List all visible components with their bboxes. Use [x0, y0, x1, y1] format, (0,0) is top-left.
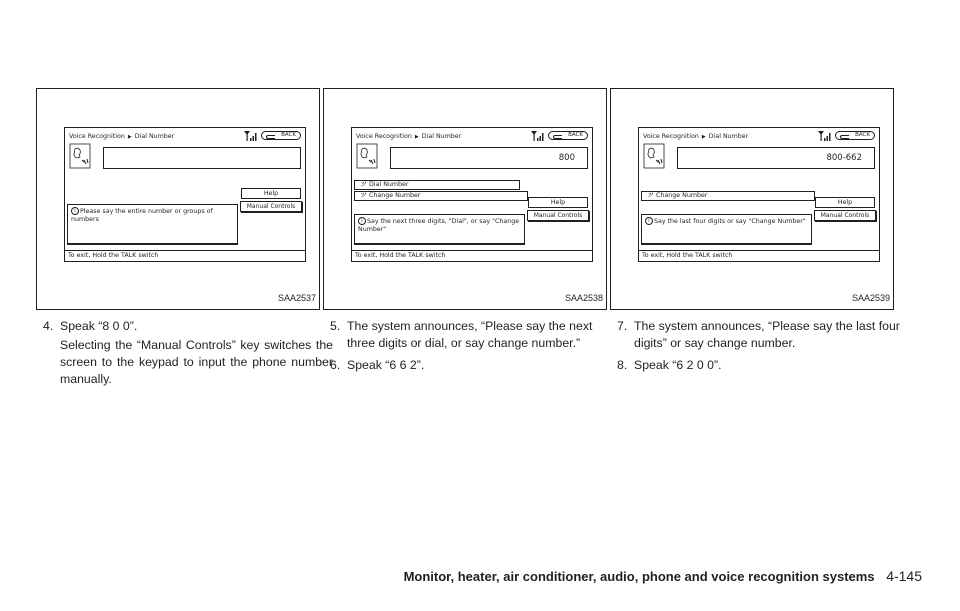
- step-number: 4.: [43, 319, 54, 333]
- exit-instruction: To exit, Hold the TALK switch: [65, 250, 305, 261]
- dialed-number-field: [103, 147, 301, 169]
- help-button[interactable]: Help: [528, 197, 588, 208]
- figure-label: SAA2538: [564, 293, 603, 303]
- info-icon: i: [358, 217, 366, 225]
- voice-command-icon: ツ: [360, 181, 367, 188]
- manual-controls-button[interactable]: Manual Controls: [240, 201, 302, 212]
- step-text: The system announces, “Please say the last four digits” or say change number.: [634, 319, 900, 350]
- voice-command-icon: ツ: [647, 192, 654, 199]
- header-voice-recognition: Voice Recognition: [69, 133, 125, 140]
- back-button[interactable]: BACK: [835, 131, 875, 140]
- prompt-box: [354, 214, 525, 245]
- step-number: 6.: [330, 358, 341, 372]
- option-label: Change Number: [369, 192, 421, 199]
- info-icon: i: [71, 207, 79, 215]
- step-number: 7.: [617, 319, 628, 333]
- signal-strength-icon: [818, 130, 832, 142]
- step-text: Speak “6 6 2”.: [347, 358, 425, 372]
- page-footer: [404, 568, 922, 584]
- voice-recognition-screen: [351, 127, 593, 262]
- talk-voice-icon: [69, 143, 91, 169]
- option-change-number[interactable]: [641, 191, 815, 201]
- screen-header: [643, 133, 748, 140]
- section-title: Monitor, heater, air conditioner, audio, phone and voice recognition systems: [403, 569, 875, 584]
- prompt-text: Please say the entire number or groups of numbers: [71, 208, 213, 223]
- prompt-box: [67, 204, 238, 245]
- step-number: 5.: [330, 319, 341, 333]
- talk-voice-icon: [356, 143, 378, 169]
- column-right: [617, 318, 907, 374]
- breadcrumb-arrow-icon: ▶: [414, 134, 419, 140]
- talk-voice-icon: [643, 143, 665, 169]
- exit-instruction: To exit, Hold the TALK switch: [639, 250, 879, 261]
- prompt-text: Say the next three digits, "Dial", or say "Change Number": [358, 218, 520, 233]
- step-text: Speak “6 2 0 0”.: [634, 358, 722, 372]
- step-4: [43, 318, 333, 335]
- help-button[interactable]: Help: [815, 197, 875, 208]
- info-icon: i: [645, 217, 653, 225]
- prompt-box: [641, 214, 812, 245]
- step-5: [330, 318, 620, 352]
- dialed-number-field: 800: [390, 147, 588, 169]
- signal-strength-icon: [244, 130, 258, 142]
- figure-saa2539: [610, 88, 894, 310]
- header-dial-number: Dial Number: [421, 133, 462, 140]
- step-number: 8.: [617, 358, 628, 372]
- header-voice-recognition: Voice Recognition: [356, 133, 412, 140]
- figure-label: SAA2537: [277, 293, 316, 303]
- back-button[interactable]: BACK: [548, 131, 588, 140]
- exit-instruction: To exit, Hold the TALK switch: [352, 250, 592, 261]
- step-8: [617, 357, 907, 374]
- manual-controls-button[interactable]: Manual Controls: [814, 210, 876, 221]
- breadcrumb-arrow-icon: ▶: [127, 134, 132, 140]
- step-6: [330, 357, 620, 374]
- column-middle: [330, 318, 620, 374]
- back-button[interactable]: BACK: [261, 131, 301, 140]
- step-text: The system announces, “Please say the next three digits or dial, or say change number.”: [347, 319, 593, 350]
- step-text: Speak “8 0 0”.: [60, 319, 138, 333]
- option-label: Dial Number: [369, 181, 409, 188]
- figure-label: SAA2539: [851, 293, 890, 303]
- voice-recognition-screen: [638, 127, 880, 262]
- breadcrumb-arrow-icon: ▶: [701, 134, 706, 140]
- figure-saa2537: [36, 88, 320, 310]
- figure-saa2538: [323, 88, 607, 310]
- option-change-number[interactable]: [354, 191, 528, 201]
- header-dial-number: Dial Number: [134, 133, 175, 140]
- dialed-number-field: 800-662: [677, 147, 875, 169]
- screen-header: [356, 133, 461, 140]
- help-button[interactable]: Help: [241, 188, 301, 199]
- prompt-text: Say the last four digits or say "Change Number": [654, 218, 806, 225]
- option-label: Change Number: [656, 192, 708, 199]
- step-4-note: Selecting the “Manual Controls” key switches the screen to the keypad to input the phone number manually.: [60, 338, 333, 386]
- screen-header: [69, 133, 174, 140]
- voice-recognition-screen: [64, 127, 306, 262]
- option-dial-number[interactable]: [354, 180, 520, 190]
- voice-command-icon: ツ: [360, 192, 367, 199]
- header-dial-number: Dial Number: [708, 133, 749, 140]
- manual-controls-button[interactable]: Manual Controls: [527, 210, 589, 221]
- header-voice-recognition: Voice Recognition: [643, 133, 699, 140]
- page-number: 4-145: [886, 568, 922, 584]
- column-left: [43, 318, 333, 388]
- signal-strength-icon: [531, 130, 545, 142]
- step-7: [617, 318, 907, 352]
